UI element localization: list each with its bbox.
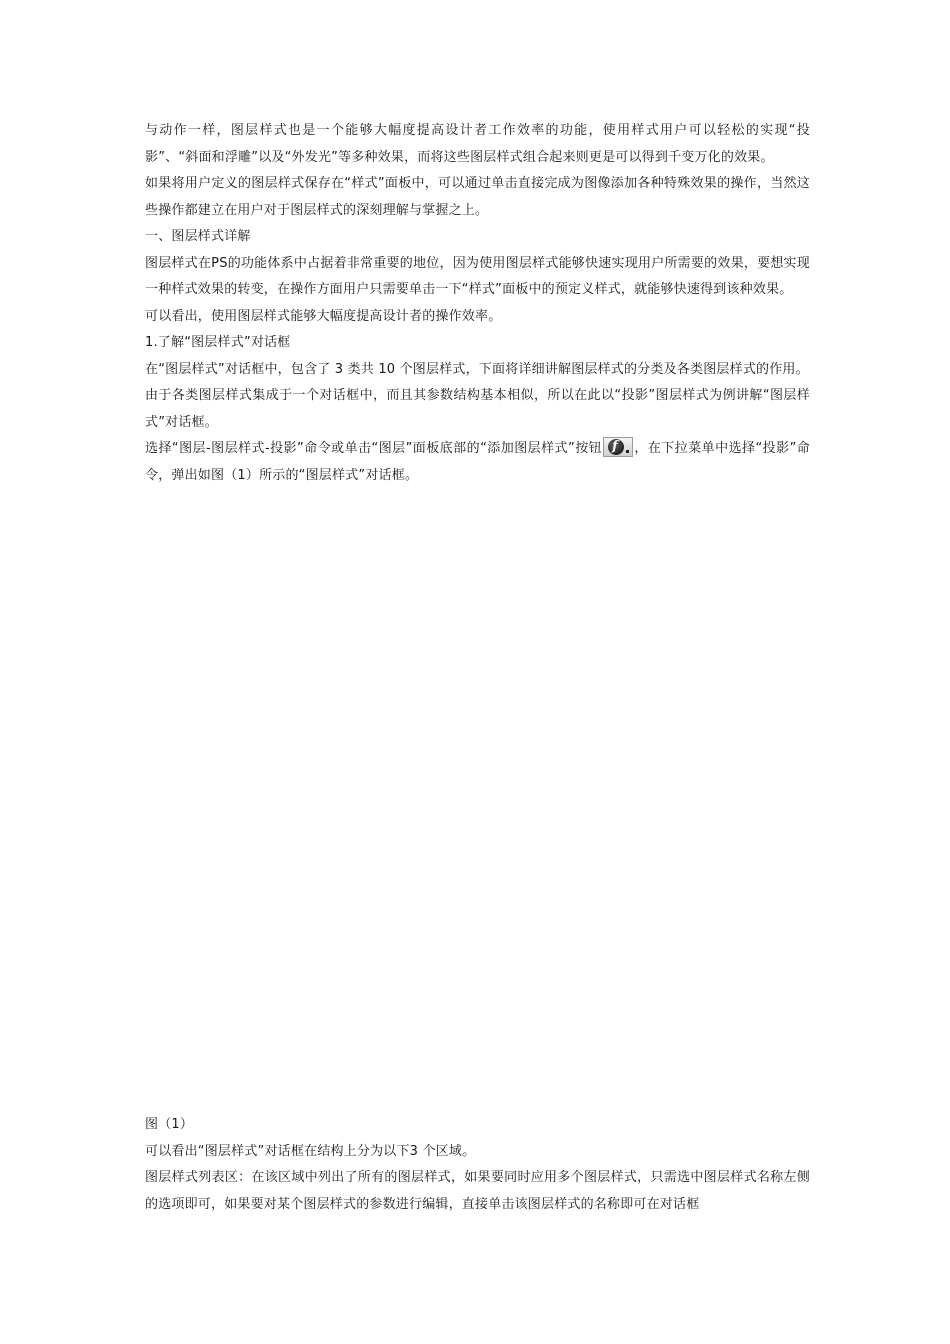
command-text-before: 选择“图层-图层样式-投影”命令或单击“图层”面板底部的“添加图层样式”按钮: [145, 441, 603, 456]
dialog-contents-paragraph: 在“图层样式”对话框中，包含了 3 类共 10 个图层样式，下面将详细讲解图层样式的分类及各类图层样式的作用。: [145, 361, 809, 377]
efficiency-paragraph: 可以看出，使用图层样式能够大幅度提高设计者的操作效率。: [145, 308, 502, 324]
style-list-area-paragraph: 图层样式列表区：在该区域中列出了所有的图层样式，如果要同时应用多个图层样式，只需选中图层样式名称左侧的选项即可，如果要对某个图层样式的参数进行编辑，直接单击该图层样式的名称即可在对话框: [145, 1170, 810, 1212]
command-paragraph: [145, 436, 810, 489]
command-text-after: ，在下拉菜单中选择“投影”命令，弹出如图（1）所示的“图层样式”对话框。: [145, 441, 810, 483]
subsection-heading: 1.了解“图层样式”对话框: [145, 335, 291, 350]
document-body-continued: [145, 1112, 810, 1218]
document-body: [145, 118, 810, 489]
dropdown-dot-icon: [626, 450, 629, 453]
dialog-regions-paragraph: 可以看出“图层样式”对话框在结构上分为以下3 个区域。: [145, 1143, 476, 1159]
layer-style-fx-icon: [603, 437, 633, 457]
styles-panel-paragraph: 如果将用户定义的图层样式保存在“样式”面板中，可以通过单击直接完成为图像添加各种特殊效果的操作，当然这些操作都建立在用户对于图层样式的深刻理解与掌握之上。: [145, 176, 810, 218]
figure-caption: 图（1）: [145, 1117, 194, 1132]
fx-glyph: f: [612, 439, 618, 454]
layer-style-importance-paragraph: 图层样式在PS的功能体系中占据着非常重要的地位，因为使用图层样式能够快速实现用户所需要的效果，要想实现一种样式效果的转变，在操作方面用户只需要单击一下“样式”面板中的预定义样式，就能够快速得到该种效果。: [145, 255, 810, 297]
dialog-example-paragraph: 由于各类图层样式集成于一个对话框中，而且其参数结构基本相似，所以在此以“投影”图层样式为例讲解“图层样式”对话框。: [145, 388, 810, 430]
intro-paragraph: 与动作一样，图层样式也是一个能够大幅度提高设计者工作效率的功能，使用样式用户可以轻松的实现“投影”、“斜面和浮雕”以及“外发光”等多种效果，而将这些图层样式组合起来则更是可以得到千变万化的效果。: [145, 123, 810, 165]
section-heading: 一、图层样式详解: [145, 229, 251, 244]
